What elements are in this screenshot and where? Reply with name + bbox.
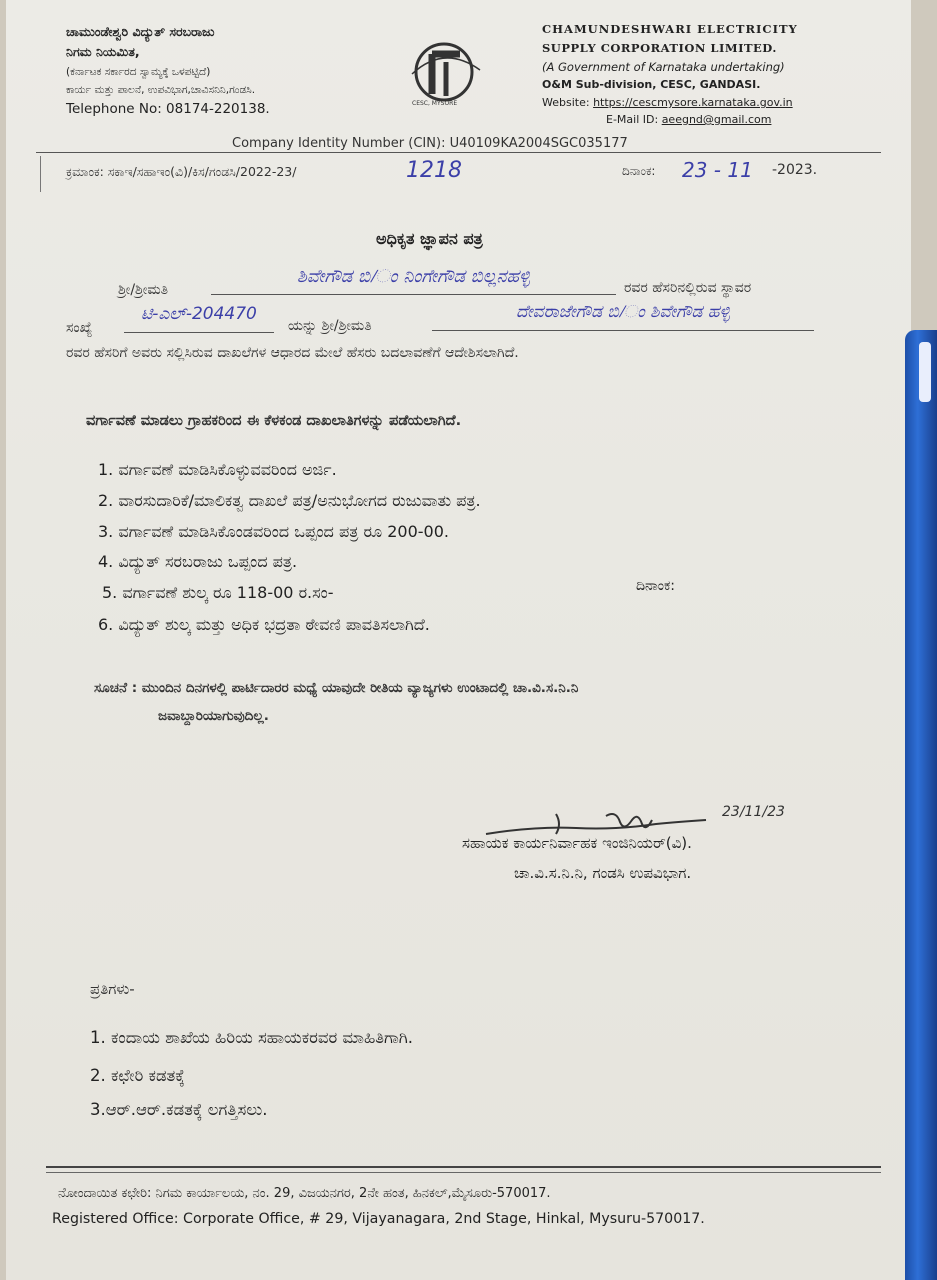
document-page xyxy=(6,0,911,1280)
header-en-line1: CHAMUNDESHWARI ELECTRICITY xyxy=(542,22,798,36)
header-kn-line1: ಚಾಮುಂಡೇಶ್ವರಿ ವಿದ್ಯುತ್ ಸರಬರಾಜು xyxy=(66,24,215,39)
date-handwritten: 23 - 11 xyxy=(682,158,753,182)
note-line1: ಸೂಚನೆ : ಮುಂದಿನ ದಿನಗಳಲ್ಲಿ ಪಾರ್ಟಿದಾರರ ಮಧ್ಯೆ ಯಾವುದೇ ರೀತಿಯ ವ್ಯಾಜ್ಯಗಳು ಉಂಟಾದಲ್ಲಿ ಚಾ.ವಿ.ಸ.ನಿ.ನಿ xyxy=(94,680,579,696)
signature-designation: ಸಹಾಯಕ ಕಾರ್ಯನಿರ್ವಾಹಕ ಇಂಜಿನಿಯರ್(ವಿ). xyxy=(462,834,692,852)
cin-line: Company Identity Number (CIN): U40109KA2004SGC035177 xyxy=(232,136,628,151)
footer-en: Registered Office: Corporate Office, # 29, Vijayanagara, 2nd Stage, Hinkal, Mysuru-570017. xyxy=(52,1211,705,1227)
email-link[interactable]: aeegnd@gmail.com xyxy=(661,113,772,126)
header-divider xyxy=(36,152,881,153)
signature-date: 23/11/23 xyxy=(722,804,785,820)
date-label: ದಿನಾಂಕ: xyxy=(622,164,656,178)
date-year: -2023. xyxy=(772,162,818,178)
footer-kn: ನೋಂದಾಯಿತ ಕಛೇರಿ: ನಿಗಮ ಕಾರ್ಯಾಲಯ, ನಂ. 29, ವಿಜಯನಗರ, 2ನೇ ಹಂತ, ಹಿನಕಲ್,ಮೈಸೂರು-570017. xyxy=(58,1186,551,1201)
header-kn-line4: ಕಾರ್ಯ ಮತ್ತು ಪಾಲನೆ, ಉಪವಿಭಾಗ,ಚಾವಿಸನಿನಿ,ಗಂಡಸಿ. xyxy=(66,84,256,96)
from-name: ಶಿವೇಗೌಡ ಬಿ/ಂ ನಿಂಗೇಗೌಡ ಬಿಲ್ಲನಹಳ್ಳಿ xyxy=(211,266,616,295)
doc-item-2: 2. ವಾರಸುದಾರಿಕೆ/ಮಾಲಿಕತ್ವ ದಾಖಲೆ ಪತ್ರ/ಅನುಭೋಗದ ರುಜುವಾತು ಪತ್ರ. xyxy=(98,491,481,510)
copy-item-1: 1. ಕಂದಾಯ ಶಾಖೆಯ ಹಿರಿಯ ಸಹಾಯಕರವರ ಮಾಹಿತಿಗಾಗಿ. xyxy=(90,1028,414,1047)
doc-item-4: 4. ವಿದ್ಯುತ್ ಸರಬರಾಜು ಒಪ್ಪಂದ ಪತ್ರ. xyxy=(98,552,298,571)
website-link[interactable]: https://cescmysore.karnataka.gov.in xyxy=(593,96,793,109)
sri-label-1: ಶ್ರೀ/ಶ್ರೀಮತಿ xyxy=(118,282,169,298)
page-title: ಅಧಿಕೃತ ಜ್ಞಾಪನ ಪತ್ರ xyxy=(376,229,483,248)
header-en-line2: SUPPLY CORPORATION LIMITED. xyxy=(542,41,777,55)
margin-mark xyxy=(40,156,41,192)
footer-rule-thin xyxy=(46,1172,881,1173)
body-line1-tail: ರವರ ಹೆಸರಿನಲ್ಲಿರುವ ಸ್ಥಾವರ xyxy=(624,280,752,296)
copy-item-2: 2. ಕಛೇರಿ ಕಡತಕ್ಕೆ xyxy=(90,1066,185,1085)
header-website xyxy=(542,96,793,109)
copy-item-3: 3.ಆರ್.ಆರ್.ಕಡತಕ್ಕೆ ಲಗತ್ತಿಸಲು. xyxy=(90,1100,268,1119)
header-kn-line2: ನಿಗಮ ನಿಯಮಿತ, xyxy=(66,44,140,59)
copies-label: ಪ್ರತಿಗಳು- xyxy=(90,980,135,998)
doc-item-3: 3. ವರ್ಗಾವಣೆ ಮಾಡಿಸಿಕೊಂಡವರಿಂದ ಒಪ್ಪಂದ ಪತ್ರ ರೂ 200-00. xyxy=(98,522,449,541)
email-label: E-Mail ID: xyxy=(606,113,659,126)
body-line2-mid: ಯನ್ನು ಶ್ರೀ/ಶ್ರೀಮತಿ xyxy=(288,318,372,334)
website-label: Website: xyxy=(542,96,590,109)
docs-intro: ವರ್ಗಾವಣೆ ಮಾಡಲು ಗ್ರಾಹಕರಿಂದ ಈ ಕೆಳಕಂಡ ದಾಖಲಾತಿಗಳನ್ನು ಪಡೆಯಲಾಗಿದೆ. xyxy=(86,413,462,429)
pen-object xyxy=(905,330,937,1280)
installation-number: ಟಿ-ಎಲ್-204470 xyxy=(124,304,274,333)
doc-item-5: 5. ವರ್ಗಾವಣೆ ಶುಲ್ಕ ರೂ 118-00 ರ.ಸಂ- xyxy=(102,583,334,602)
header-telephone: Telephone No: 08174-220138. xyxy=(66,101,270,117)
header-kn-line3: (ಕರ್ನಾಟಕ ಸರ್ಕಾರದ ಸ್ವಾಮ್ಯಕ್ಕೆ ಒಳಪಟ್ಟಿದೆ) xyxy=(66,66,211,78)
header-en-line4: O&M Sub-division, CESC, GANDASI. xyxy=(542,78,761,91)
header-en-line3: (A Government of Karnataka undertaking) xyxy=(542,60,785,74)
item5-date-label: ದಿನಾಂಕ: xyxy=(636,578,675,594)
note-line2: ಜವಾಬ್ದಾರಿಯಾಗುವುದಿಲ್ಲ. xyxy=(158,708,269,724)
number-label: ಸಂಖ್ಯೆ xyxy=(66,320,93,336)
doc-item-6: 6. ವಿದ್ಯುತ್ ಶುಲ್ಕ ಮತ್ತು ಅಧಿಕ ಭದ್ರತಾ ಠೇವಣಿ ಪಾವತಿಸಲಾಗಿದೆ. xyxy=(98,615,430,634)
body-line3: ರವರ ಹೆಸರಿಗೆ ಅವರು ಸಲ್ಲಿಸಿರುವ ದಾಖಲೆಗಳ ಆಧಾರದ ಮೇಲೆ ಹೆಸರು ಬದಲಾವಣೆಗೆ ಆದೇಶಿಸಲಾಗಿದೆ. xyxy=(66,345,519,361)
doc-item-1: 1. ವರ್ಗಾವಣೆ ಮಾಡಿಸಿಕೊಳ್ಳುವವರಿಂದ ಅರ್ಜಿ. xyxy=(98,460,337,479)
footer-rule-thick xyxy=(46,1166,881,1168)
pen-clip xyxy=(919,342,931,402)
to-name: ದೇವರಾಜೇಗೌಡ ಬಿ/ಂ ಶಿವೇಗೌಡ ಹಳ್ಳಿ xyxy=(432,302,814,331)
header-email xyxy=(606,113,771,126)
signature-office: ಚಾ.ವಿ.ಸ.ನಿ.ನಿ, ಗಂಡಸಿ ಉಪವಿಭಾಗ. xyxy=(514,864,692,882)
reference-number: 1218 xyxy=(406,158,462,183)
reference-prefix: ಕ್ರಮಾಂಕ: ಸಕಾಇ/ಸಹಾಇಂ(ವಿ)/ಕಿಸ/ಗಂಡಸಿ/2022-23/ xyxy=(66,164,297,179)
logo-text: CESC, MYSORE xyxy=(412,100,458,107)
